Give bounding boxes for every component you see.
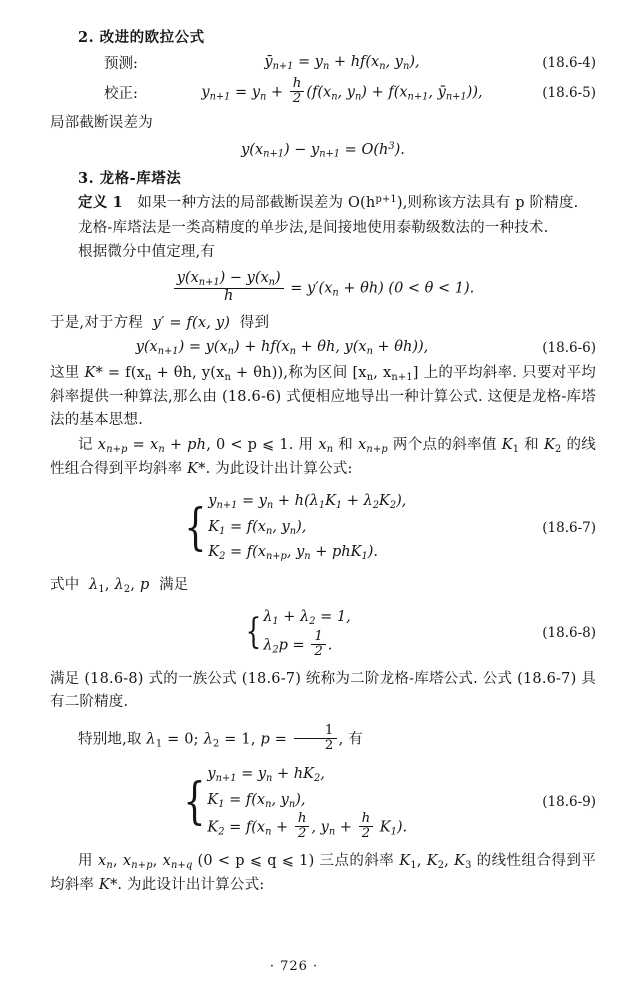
paragraph-three-point-slope: 用 $x_n$, $x_{n+p}$, $x_{n+q}$ (0 < p ⩽ q ⩽ 1) 三点的斜率 $K_1$, $K_2$, $K_3$ 的线性组合得到平均斜率 K*. 为此设计出计算公式: xyxy=(50,853,597,893)
equation-system-18-6-9 xyxy=(50,762,596,842)
equation-system-18-6-7 xyxy=(50,489,596,566)
formula-label-correct: 校正: xyxy=(104,86,138,102)
system-line: $\lambda_1 + \lambda_2 = 1$, xyxy=(263,609,351,627)
paragraph-second-order-family: 满足 (18.6-8) 式的一族公式 (18.6-7) 统称为二阶龙格-库塔公式. 公式 (18.6-7) 具有二阶精度. xyxy=(50,670,596,711)
system-tag-18-6-8: (18.6-8) xyxy=(542,624,596,641)
formula-tag-18-6-5: (18.6-5) xyxy=(542,84,596,101)
text-local-truncation: 局部截断误差为 xyxy=(50,115,153,131)
equation-system-18-6-8 xyxy=(50,605,596,660)
paragraph-runge-kutta-intro: 龙格-库塔法是一类高精度的单步法,是间接地使用泰勒级数法的一种技术. xyxy=(78,219,549,236)
formula-math-18-6-4: $ȳ_{n+1} = y_n + hf(x_n$, $y_n$), xyxy=(264,53,420,72)
paragraph-mvt-intro: 根据微分中值定理,有 xyxy=(78,244,216,261)
formula-math-18-6-6: $y(x_{n+1}) = y(x_n) + hf(x_n + \theta h$, $y(x_n + \theta h)$), xyxy=(135,339,429,358)
system-line: $y_{n+1} = y_n + hK_2$, xyxy=(207,765,325,784)
system-line: $\lambda_2p$ = $\frac{1}{2}$ . xyxy=(263,628,333,659)
formula-tag-18-6-6: (18.6-6) xyxy=(542,340,596,357)
system-line: $y_{n+1} = y_n + h(\lambda_1K_1 + \lambda_2K_2)$, xyxy=(208,493,407,511)
left-brace-icon: { xyxy=(245,611,262,653)
system-line: $K_2 = f(x_{n+p}$, $y_n + phK_1$). xyxy=(208,544,378,563)
system-line: $K_1 = f(x_n$, $y_n$), xyxy=(208,518,307,537)
text-equation-lead: 于是,对于方程 y′ = f(x, y) 得到 xyxy=(50,314,270,331)
left-brace-icon: { xyxy=(183,772,206,831)
system-tag-18-6-9: (18.6-9) xyxy=(542,794,596,811)
paragraph-special-case: 特别地,取 $\lambda_1 = 0$; $\lambda_2 = 1$, p = $\frac{1}{2}$ , 有 xyxy=(78,722,363,753)
formula-tag-18-6-4: (18.6-4) xyxy=(542,54,596,71)
formula-math-18-6-5: $y_{n+1} = y_n$ + $\frac{h}{2}$ ($f(x_n$, $y_n) + f(x_{n+1}$, $ȳ_{n+1}$)), xyxy=(201,76,483,106)
paragraph-two-point-slope: 记 $x_{n+p} = x_n$ + ph, 0 < p ⩽ 1. 用 $x_n$ 和 $x_{n+p}$ 两个点的斜率值 $K_1$ 和 $K_2$ 的线性组合得到平均斜率 K*. 为此设计出计算公式: xyxy=(50,436,596,477)
system-line: $K_2 = f(x_n$ + $\frac{h}{2}$ , $y_n$ + $\frac{h}{2}$ $K_1$). xyxy=(207,811,408,842)
paragraph-definition-1: 定义 1 如果一种方法的局部截断误差为 $O(h^{p+1})$,则称该方法具有 p 阶精度. xyxy=(78,194,579,212)
paragraph-average-slope: 这里 $K* = f(x_n + \theta h$, $y(x_n + \theta h)$),称为区间 [$x_n$, $x_{n+1}$] 上的平均斜率. 只要对平均斜率提供一种算法,那么由 (18.6-6) 式便相应地导出一种计算公式. 这便是龙格-库塔法的基本思想. xyxy=(50,365,596,429)
formula-row-18-6-5 xyxy=(50,78,596,107)
formula-row-18-6-4 xyxy=(50,52,596,73)
section-heading-2: 2. 改进的欧拉公式 xyxy=(78,29,205,46)
left-brace-icon: { xyxy=(184,497,207,556)
math-local-truncation-error: $y(x_{n+1}) - y_{n+1} = O(h^3)$. xyxy=(241,141,405,161)
system-line: $K_1 = f(x_n$, $y_n$), xyxy=(207,791,306,810)
math-mean-value-theorem: $\frac{y(x_{n+1}) - y(x_n)}{h}$ = $y'(x_n + \theta h) (0 < \theta < 1)$. xyxy=(50,272,596,305)
text-lambda-condition: 式中 $\lambda_1$, $\lambda_2$, p 满足 xyxy=(50,577,189,595)
system-tag-18-6-7: (18.6-7) xyxy=(542,519,596,536)
page-number-label: · 726 · xyxy=(269,959,319,974)
section-heading-3: 3. 龙格-库塔法 xyxy=(78,170,182,188)
formula-label-predict: 预测: xyxy=(104,56,138,72)
page-number xyxy=(0,959,640,974)
formula-row-18-6-6 xyxy=(50,339,596,357)
